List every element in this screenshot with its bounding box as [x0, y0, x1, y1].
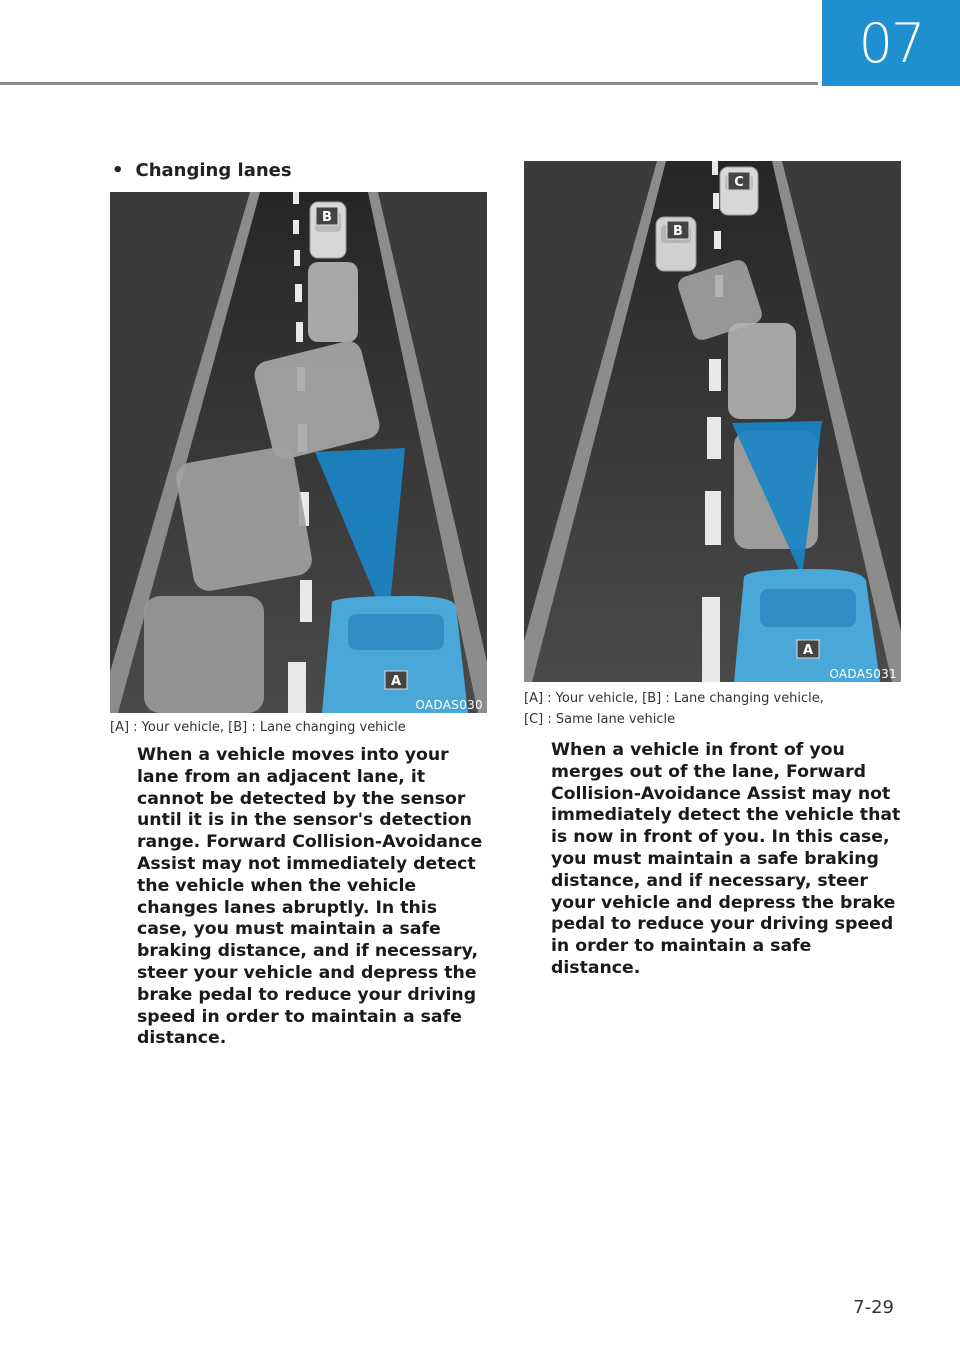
label-b-text: B	[322, 210, 332, 225]
label-b-left	[316, 207, 338, 225]
label-a-text: A	[802, 643, 814, 658]
label-b-text: B	[673, 224, 683, 239]
vehicle-a	[734, 569, 880, 682]
figure-lane-change-left	[110, 192, 487, 713]
figure-code: OADAS030	[415, 698, 483, 712]
label-c-right	[728, 172, 750, 190]
road-illustration-left	[110, 192, 487, 713]
body-paragraph-right: When a vehicle in front of you merges out of the lane, Forward Collision-Avoidance Assist may not immediately detect the vehicle that is now in front of you. In this case, you must maintain a safe braking distance, and if necessary, steer your vehicle and depress the brake pedal to reduce your driving speed in order to maintain a safe distance.	[551, 740, 901, 978]
page-number: 7-29	[853, 1297, 894, 1318]
body-paragraph-left: When a vehicle moves into your lane from an adjacent lane, it cannot be detected by the sensor until it is in the sensor's detection range. Forward Collision-Avoidance Assist may not immediately detect the vehicle when the vehicle changes lanes abruptly. In this case, you must maintain a safe braking distance, and if necessary, steer your vehicle and depress the brake pedal to reduce your driving speed in order to maintain a safe distance.	[137, 745, 483, 1049]
figure-code: OADAS031	[829, 667, 897, 681]
caption-line-1: [A] : Your vehicle, [B] : Lane changing vehicle,	[524, 691, 824, 706]
figure-caption-right	[524, 688, 904, 730]
label-a-left	[385, 671, 407, 689]
bullet-dot: •	[112, 160, 124, 181]
figure-caption-left: [A] : Your vehicle, [B] : Lane changing vehicle	[110, 720, 406, 735]
section-heading-text: Changing lanes	[135, 160, 292, 181]
chapter-tab: 07	[822, 0, 960, 86]
road-illustration-right	[524, 161, 901, 682]
header-rule	[0, 82, 818, 85]
section-heading	[112, 160, 292, 181]
figure-lane-change-right	[524, 161, 901, 682]
label-b-right	[667, 221, 689, 239]
label-c-text: C	[734, 175, 744, 190]
label-a-right	[797, 640, 819, 658]
caption-line-2: [C] : Same lane vehicle	[524, 712, 676, 727]
label-a-text: A	[390, 674, 402, 689]
vehicle-a	[322, 596, 468, 713]
